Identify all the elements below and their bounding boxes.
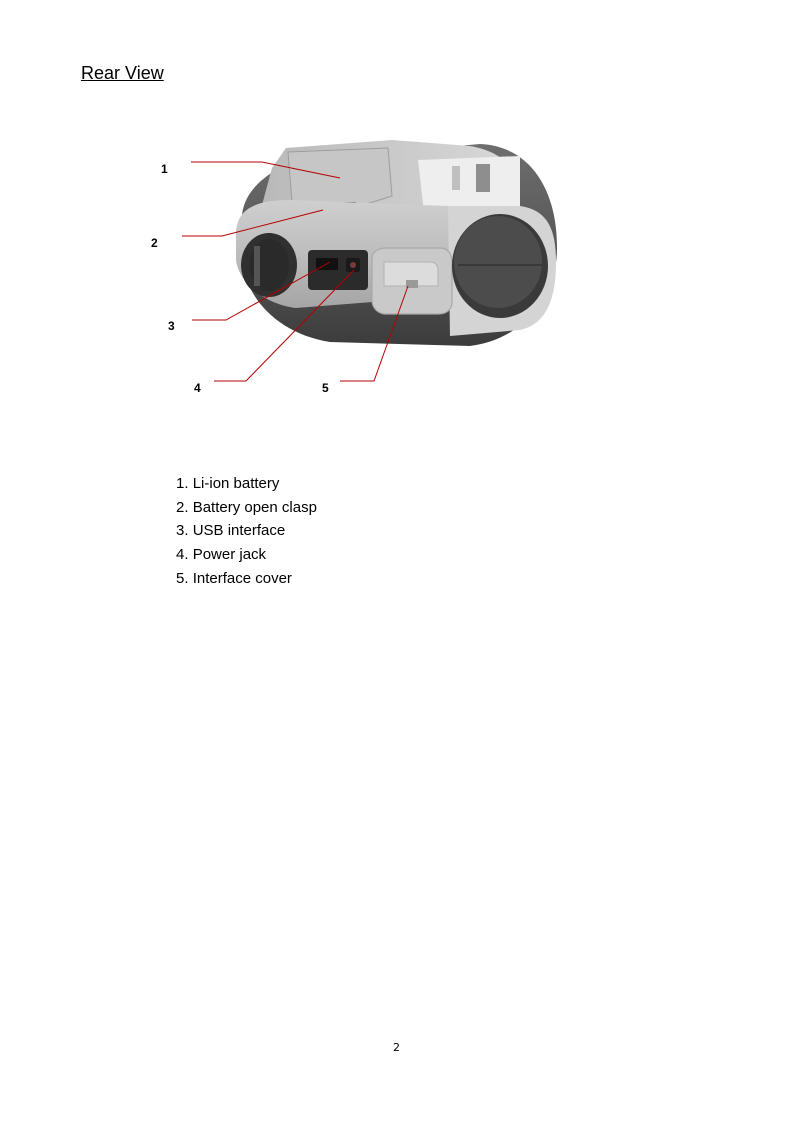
- list-item: [176, 543, 317, 567]
- item-number: 2.: [176, 498, 189, 516]
- callout-number-4: 4: [194, 381, 201, 395]
- printer-device: [236, 140, 557, 346]
- item-label: Power jack: [192, 546, 267, 564]
- parts-legend: [176, 472, 317, 591]
- section-heading: Rear View: [81, 63, 164, 83]
- page-number: 2: [393, 1041, 400, 1054]
- item-label: Battery open clasp: [192, 498, 317, 516]
- list-item: [176, 472, 317, 496]
- item-number: 3.: [176, 522, 189, 540]
- item-label: Li-ion battery: [192, 475, 280, 492]
- callout-number-2: 2: [151, 236, 158, 250]
- list-item: [176, 567, 317, 591]
- item-number: 1.: [176, 475, 189, 492]
- list-item: [176, 519, 317, 543]
- callout-number-1: 1: [161, 162, 168, 176]
- item-label: Interface cover: [192, 569, 292, 587]
- callout-number-5: 5: [322, 381, 329, 395]
- item-number: 4.: [176, 546, 189, 564]
- list-item: [176, 496, 317, 520]
- callout-number-3: 3: [168, 319, 175, 333]
- item-number: 5.: [176, 569, 189, 587]
- battery: [288, 148, 392, 206]
- printer-rear-view-figure: [0, 0, 793, 430]
- item-label: USB interface: [192, 522, 286, 540]
